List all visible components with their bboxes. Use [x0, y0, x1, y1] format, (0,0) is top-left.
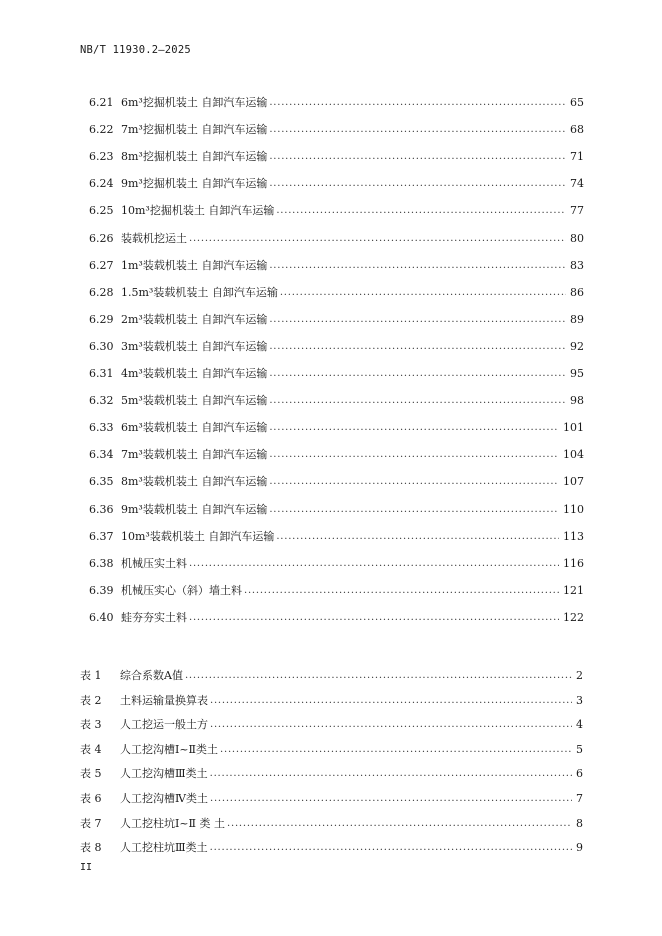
- toc-entry-number: 表 4: [80, 742, 102, 756]
- toc-entry-page: 2: [576, 669, 583, 682]
- toc-entry-title: 5m³装载机装土 自卸汽车运输: [121, 394, 268, 408]
- toc-entry-page: 5: [576, 742, 583, 756]
- toc-entry-section[interactable]: [89, 473, 584, 491]
- toc-entry-page: 121: [563, 583, 584, 597]
- toc-entry-number: 6.37: [89, 529, 114, 543]
- toc-entry-number: 表 5: [80, 767, 102, 781]
- toc-entry-number: 6.31: [89, 367, 114, 380]
- leader-dots: [269, 175, 566, 193]
- toc-entry-page: 8: [576, 816, 583, 830]
- toc-entry-number: 6.28: [89, 285, 114, 299]
- toc-entry-number: 6.21: [89, 96, 114, 109]
- toc-entry-section[interactable]: [89, 501, 584, 519]
- toc-entry-table[interactable]: [80, 765, 583, 783]
- page-number: II: [80, 862, 93, 873]
- toc-entry-title: 8m³装载机装土 自卸汽车运输: [121, 475, 268, 489]
- leader-dots: [269, 473, 559, 491]
- toc-entry-section[interactable]: [89, 284, 584, 302]
- toc-entry-page: 110: [563, 502, 584, 516]
- toc-entry-page: 113: [563, 529, 584, 543]
- toc-entry-section[interactable]: [89, 338, 584, 356]
- toc-entry-number: 6.26: [89, 231, 114, 245]
- toc-entry-title: 10m³装载机装土 自卸汽车运输: [121, 529, 275, 543]
- document-header-id: NB/T 11930.2—2025: [80, 44, 191, 56]
- toc-entry-title: 6m³装载机装土 自卸汽车运输: [121, 421, 268, 435]
- leader-dots: [269, 121, 566, 139]
- leader-dots: [269, 365, 566, 383]
- leader-dots: [210, 765, 572, 783]
- toc-entry-number: 6.33: [89, 421, 114, 435]
- toc-entry-page: 80: [570, 231, 584, 245]
- toc-entry-number: 6.25: [89, 204, 114, 218]
- leader-dots: [210, 692, 572, 710]
- toc-entry-page: 98: [570, 394, 584, 408]
- toc-entry-number: 6.29: [89, 312, 114, 326]
- leader-dots: [269, 446, 559, 464]
- toc-entry-table[interactable]: [80, 716, 583, 734]
- toc-entry-page: 104: [563, 448, 584, 462]
- toc-entry-title: 人工挖运一般土方: [120, 718, 208, 732]
- toc-entry-section[interactable]: [89, 446, 584, 464]
- toc-entry-number: 6.23: [89, 150, 114, 164]
- toc-entry-page: 3: [576, 693, 583, 707]
- toc-entry-section[interactable]: [89, 257, 584, 275]
- toc-entry-title: 人工挖沟槽Ⅲ类土: [120, 767, 208, 781]
- leader-dots: [244, 582, 559, 600]
- toc-entry-title: 3m³装载机装土 自卸汽车运输: [121, 339, 268, 353]
- toc-entry-section[interactable]: [89, 392, 584, 410]
- toc-entry-number: 6.34: [89, 448, 114, 462]
- toc-entry-title: 土料运输量换算表: [120, 693, 208, 707]
- toc-entry-title: 9m³挖掘机装土 自卸汽车运输: [121, 177, 268, 191]
- leader-dots: [280, 284, 566, 302]
- toc-entry-section[interactable]: [89, 609, 584, 627]
- toc-entry-number: 表 2: [80, 693, 102, 707]
- toc-entry-table[interactable]: [80, 839, 583, 857]
- leader-dots: [189, 609, 559, 627]
- toc-entry-page: 101: [563, 421, 584, 435]
- toc-entry-page: 89: [570, 312, 584, 326]
- toc-entry-title: 1m³装载机装土 自卸汽车运输: [121, 258, 268, 272]
- toc-entry-page: 9: [576, 841, 583, 855]
- leader-dots: [189, 555, 559, 573]
- toc-entry-title: 综合系数A值: [120, 669, 183, 682]
- leader-dots: [269, 257, 566, 275]
- toc-entry-title: 4m³装载机装土 自卸汽车运输: [121, 367, 268, 380]
- leader-dots: [269, 501, 559, 519]
- toc-entry-page: 95: [570, 367, 584, 380]
- toc-entry-table[interactable]: [80, 667, 583, 685]
- toc-entry-table[interactable]: [80, 815, 583, 833]
- toc-entry-title: 7m³装载机装土 自卸汽车运输: [121, 448, 268, 462]
- toc-entry-title: 9m³装载机装土 自卸汽车运输: [121, 502, 268, 516]
- toc-entry-table[interactable]: [80, 790, 583, 808]
- toc-entry-page: 116: [563, 556, 584, 570]
- leader-dots: [210, 716, 572, 734]
- toc-entry-page: 71: [570, 150, 584, 164]
- toc-entry-section[interactable]: [89, 121, 584, 139]
- toc-entry-title: 人工挖沟槽Ⅰ~Ⅱ类土: [120, 742, 219, 756]
- toc-entry-page: 7: [576, 792, 583, 805]
- toc-entry-section[interactable]: [89, 94, 584, 112]
- toc-entry-section[interactable]: [89, 230, 584, 248]
- toc-entry-number: 6.39: [89, 583, 114, 597]
- toc-entry-section[interactable]: [89, 202, 584, 220]
- toc-entry-number: 表 7: [80, 816, 102, 830]
- toc-entry-number: 6.40: [89, 610, 114, 624]
- leader-dots: [269, 392, 566, 410]
- leader-dots: [220, 741, 572, 759]
- toc-entry-number: 6.38: [89, 556, 114, 570]
- toc-entry-page: 6: [576, 767, 583, 781]
- toc-entry-section[interactable]: [89, 528, 584, 546]
- toc-entry-number: 6.27: [89, 258, 114, 272]
- toc-entry-page: 122: [563, 610, 584, 624]
- leader-dots: [276, 202, 566, 220]
- leader-dots: [189, 230, 566, 248]
- toc-entry-section[interactable]: [89, 175, 584, 193]
- toc-entry-table[interactable]: [80, 692, 583, 710]
- toc-entry-number: 表 1: [80, 669, 102, 682]
- toc-entry-page: 86: [570, 285, 584, 299]
- toc-entry-page: 68: [570, 123, 584, 137]
- leader-dots: [210, 790, 572, 808]
- toc-entry-section[interactable]: [89, 582, 584, 600]
- toc-entry-title: 8m³挖掘机装土 自卸汽车运输: [121, 150, 268, 164]
- toc-entry-title: 机械压实心（斜）墙土料: [121, 583, 242, 597]
- toc-entry-title: 人工挖沟槽Ⅳ类土: [120, 792, 208, 805]
- toc-entry-page: 77: [570, 204, 584, 218]
- toc-entry-title: 人工挖柱坑Ⅰ~Ⅱ 类 土: [120, 816, 226, 830]
- leader-dots: [269, 419, 559, 437]
- toc-entry-section[interactable]: [89, 419, 584, 437]
- leader-dots: [269, 311, 566, 329]
- toc-entry-number: 6.32: [89, 394, 114, 408]
- toc-entry-number: 表 3: [80, 718, 102, 732]
- leader-dots: [210, 839, 572, 857]
- toc-entry-page: 83: [570, 258, 584, 272]
- toc-entry-title: 2m³装载机装土 自卸汽车运输: [121, 312, 268, 326]
- toc-entry-title: 装载机挖运土: [121, 231, 187, 245]
- leader-dots: [227, 815, 572, 833]
- toc-entry-page: 74: [570, 177, 584, 191]
- leader-dots: [276, 528, 559, 546]
- toc-entry-title: 6m³挖掘机装土 自卸汽车运输: [121, 96, 268, 109]
- toc-entry-number: 6.35: [89, 475, 114, 489]
- toc-entry-page: 4: [576, 718, 583, 732]
- leader-dots: [269, 148, 566, 166]
- leader-dots: [269, 94, 566, 112]
- toc-entry-page: 65: [570, 96, 584, 109]
- toc-entry-title: 7m³挖掘机装土 自卸汽车运输: [121, 123, 268, 137]
- toc-entry-section[interactable]: [89, 555, 584, 573]
- toc-entry-section[interactable]: [89, 311, 584, 329]
- toc-entry-title: 1.5m³装载机装土 自卸汽车运输: [121, 285, 278, 299]
- toc-entry-title: 10m³挖掘机装土 自卸汽车运输: [121, 204, 275, 218]
- toc-entry-number: 表 6: [80, 792, 102, 805]
- toc-entry-number: 6.24: [89, 177, 114, 191]
- toc-entry-table[interactable]: [80, 741, 583, 759]
- toc-entry-title: 蛙夯夯实土料: [121, 610, 187, 624]
- toc-entry-section[interactable]: [89, 365, 584, 383]
- toc-entry-number: 6.30: [89, 339, 114, 353]
- toc-entry-page: 92: [570, 339, 584, 353]
- toc-entry-number: 6.36: [89, 502, 114, 516]
- toc-entry-title: 机械压实土料: [121, 556, 187, 570]
- toc-entry-section[interactable]: [89, 148, 584, 166]
- toc-entry-page: 107: [563, 475, 584, 489]
- toc-entry-number: 表 8: [80, 841, 102, 855]
- toc-entry-title: 人工挖柱坑Ⅲ类土: [120, 841, 208, 855]
- leader-dots: [185, 667, 572, 685]
- toc-entry-number: 6.22: [89, 123, 114, 137]
- leader-dots: [269, 338, 566, 356]
